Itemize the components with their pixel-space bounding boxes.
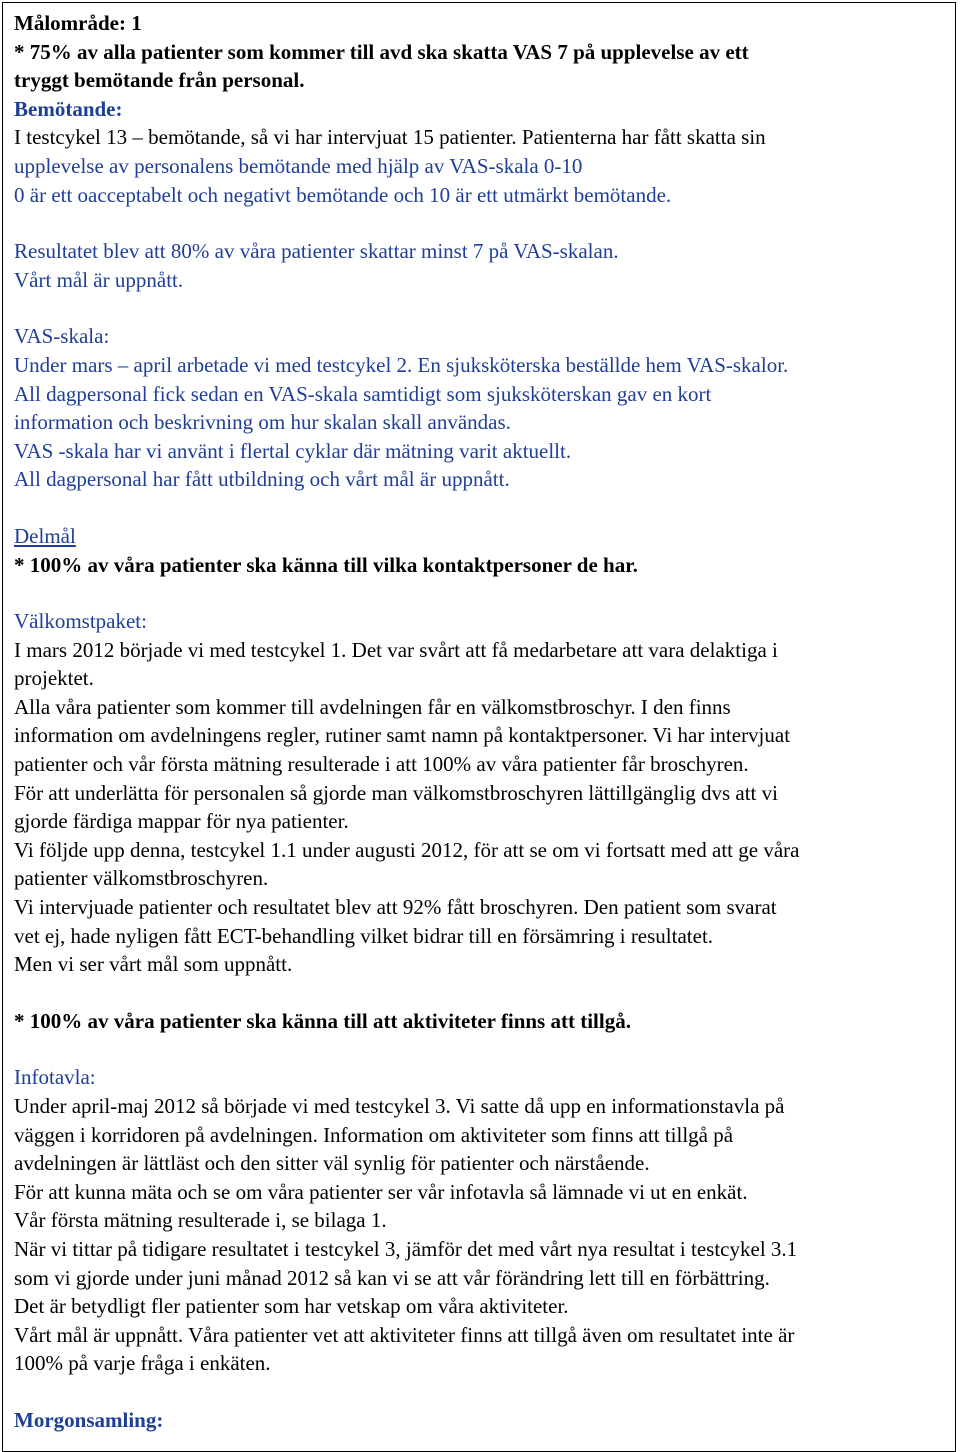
goal-text-line: tryggt bemötande från personal. [14,68,305,93]
paragraph-line: 100% på varje fråga i enkäten. [14,1351,271,1376]
section-heading-morgonsamling: Morgonsamling: [14,1407,164,1432]
paragraph-line: Under april-maj 2012 så började vi med testcykel 3. Vi satte då upp en informationstavla på [14,1094,785,1118]
paragraph-line: Vårt mål är uppnått. [14,267,184,292]
paragraph-line: Vårt mål är uppnått. Våra patienter vet att aktiviteter finns att tillgå även om resultatet inte är [14,1322,795,1347]
section-heading-valkomstpaket: Välkomstpaket: [14,609,147,634]
paragraph-line: All dagpersonal fick sedan en VAS-skala samtidigt som sjuksköterskan gav en kort [14,381,712,406]
section-heading-delmal: Delmål [14,523,76,548]
paragraph-line: projektet. [14,666,94,691]
subgoal-text: * 100% av våra patienter ska känna till vilka kontaktpersoner de har. [14,552,638,577]
subgoal-text: * 100% av våra patienter ska känna till att aktiviteter finns att tillgå. [14,1008,631,1033]
paragraph-line: 0 är ett oacceptabelt och negativt bemötande och 10 är ett utmärkt bemötande. [14,182,672,207]
paragraph-line: information och beskrivning om hur skalan skall användas. [14,410,511,435]
paragraph-line: Vi följde upp denna, testcykel 1.1 under augusti 2012, för att se om vi fortsatt med att ge våra [14,837,800,862]
paragraph-line: För att underlätta för personalen så gjorde man välkomstbroschyren lättillgänglig dvs att vi [14,780,778,805]
paragraph-line: I mars 2012 började vi med testcykel 1. Det var svårt att få medarbetare att vara delaktiga i [14,637,778,662]
paragraph-line: vet ej, hade nyligen fått ECT-behandling vilket bidrar till en försämring i resultatet. [14,923,714,948]
paragraph-line: gjorde färdiga mappar för nya patienter. [14,809,349,834]
document-page [2,2,956,1452]
paragraph-line: Resultatet blev att 80% av våra patienter skattar minst 7 på VAS-skalan. [14,239,619,264]
paragraph-line: upplevelse av personalens bemötande med hjälp av VAS-skala 0-10 [14,153,583,178]
paragraph-line: För att kunna mäta och se om våra patienter ser vår infotavla så lämnade vi ut en enkät. [14,1179,748,1204]
paragraph-line: patienter och vår första mätning resulterade i att 100% av våra patienter får broschyren. [14,752,749,777]
paragraph-line: Under mars – april arbetade vi med testcykel 2. En sjuksköterska beställde hem VAS-skalor. [14,352,789,377]
paragraph-line: information om avdelningens regler, rutiner samt namn på kontaktpersoner. Vi har intervjuat [14,723,791,748]
section-heading-infotavla: Infotavla: [14,1065,96,1090]
paragraph-line: Men vi ser vårt mål som uppnått. [14,952,293,977]
paragraph-line: När vi tittar på tidigare resultatet i testcykel 3, jämför det med vårt nya resultat i testcykel 3.1 [14,1236,798,1261]
section-heading-bemotande: Bemötande: [14,96,123,121]
goal-text-line: * 75% av alla patienter som kommer till avd ska skatta VAS 7 på upplevelse av ett [14,39,749,64]
paragraph-line: patienter välkomstbroschyren. [14,866,269,891]
document-body [14,9,949,1435]
paragraph-line: Vi intervjuade patienter och resultatet blev att 92% fått broschyren. Den patient som svarat [14,895,777,920]
paragraph-line: väggen i korridoren på avdelningen. Information om aktiviteter som finns att tillgå på [14,1122,734,1147]
paragraph-line: avdelningen är lättläst och den sitter väl synlig för patienter och närstående. [14,1151,650,1176]
paragraph-line: Vår första mätning resulterade i, se bilaga 1. [14,1208,387,1233]
paragraph-line: VAS -skala har vi använt i flertal cyklar där mätning varit aktuellt. [14,438,572,463]
goal-title: Målområde: 1 [14,11,142,35]
paragraph-line: All dagpersonal har fått utbildning och vårt mål är uppnått. [14,467,510,492]
paragraph-line: som vi gjorde under juni månad 2012 så kan vi se att vår förändring lett till en förbättring. [14,1265,770,1290]
section-heading-vas-skala: VAS-skala: [14,324,110,349]
paragraph-line: Det är betydligt fler patienter som har vetskap om våra aktiviteter. [14,1294,569,1319]
paragraph-line: Alla våra patienter som kommer till avdelningen får en välkomstbroschyr. I den finns [14,694,731,719]
paragraph-line: I testcykel 13 – bemötande, så vi har intervjuat 15 patienter. Patienterna har fått skatta sin [14,125,766,150]
